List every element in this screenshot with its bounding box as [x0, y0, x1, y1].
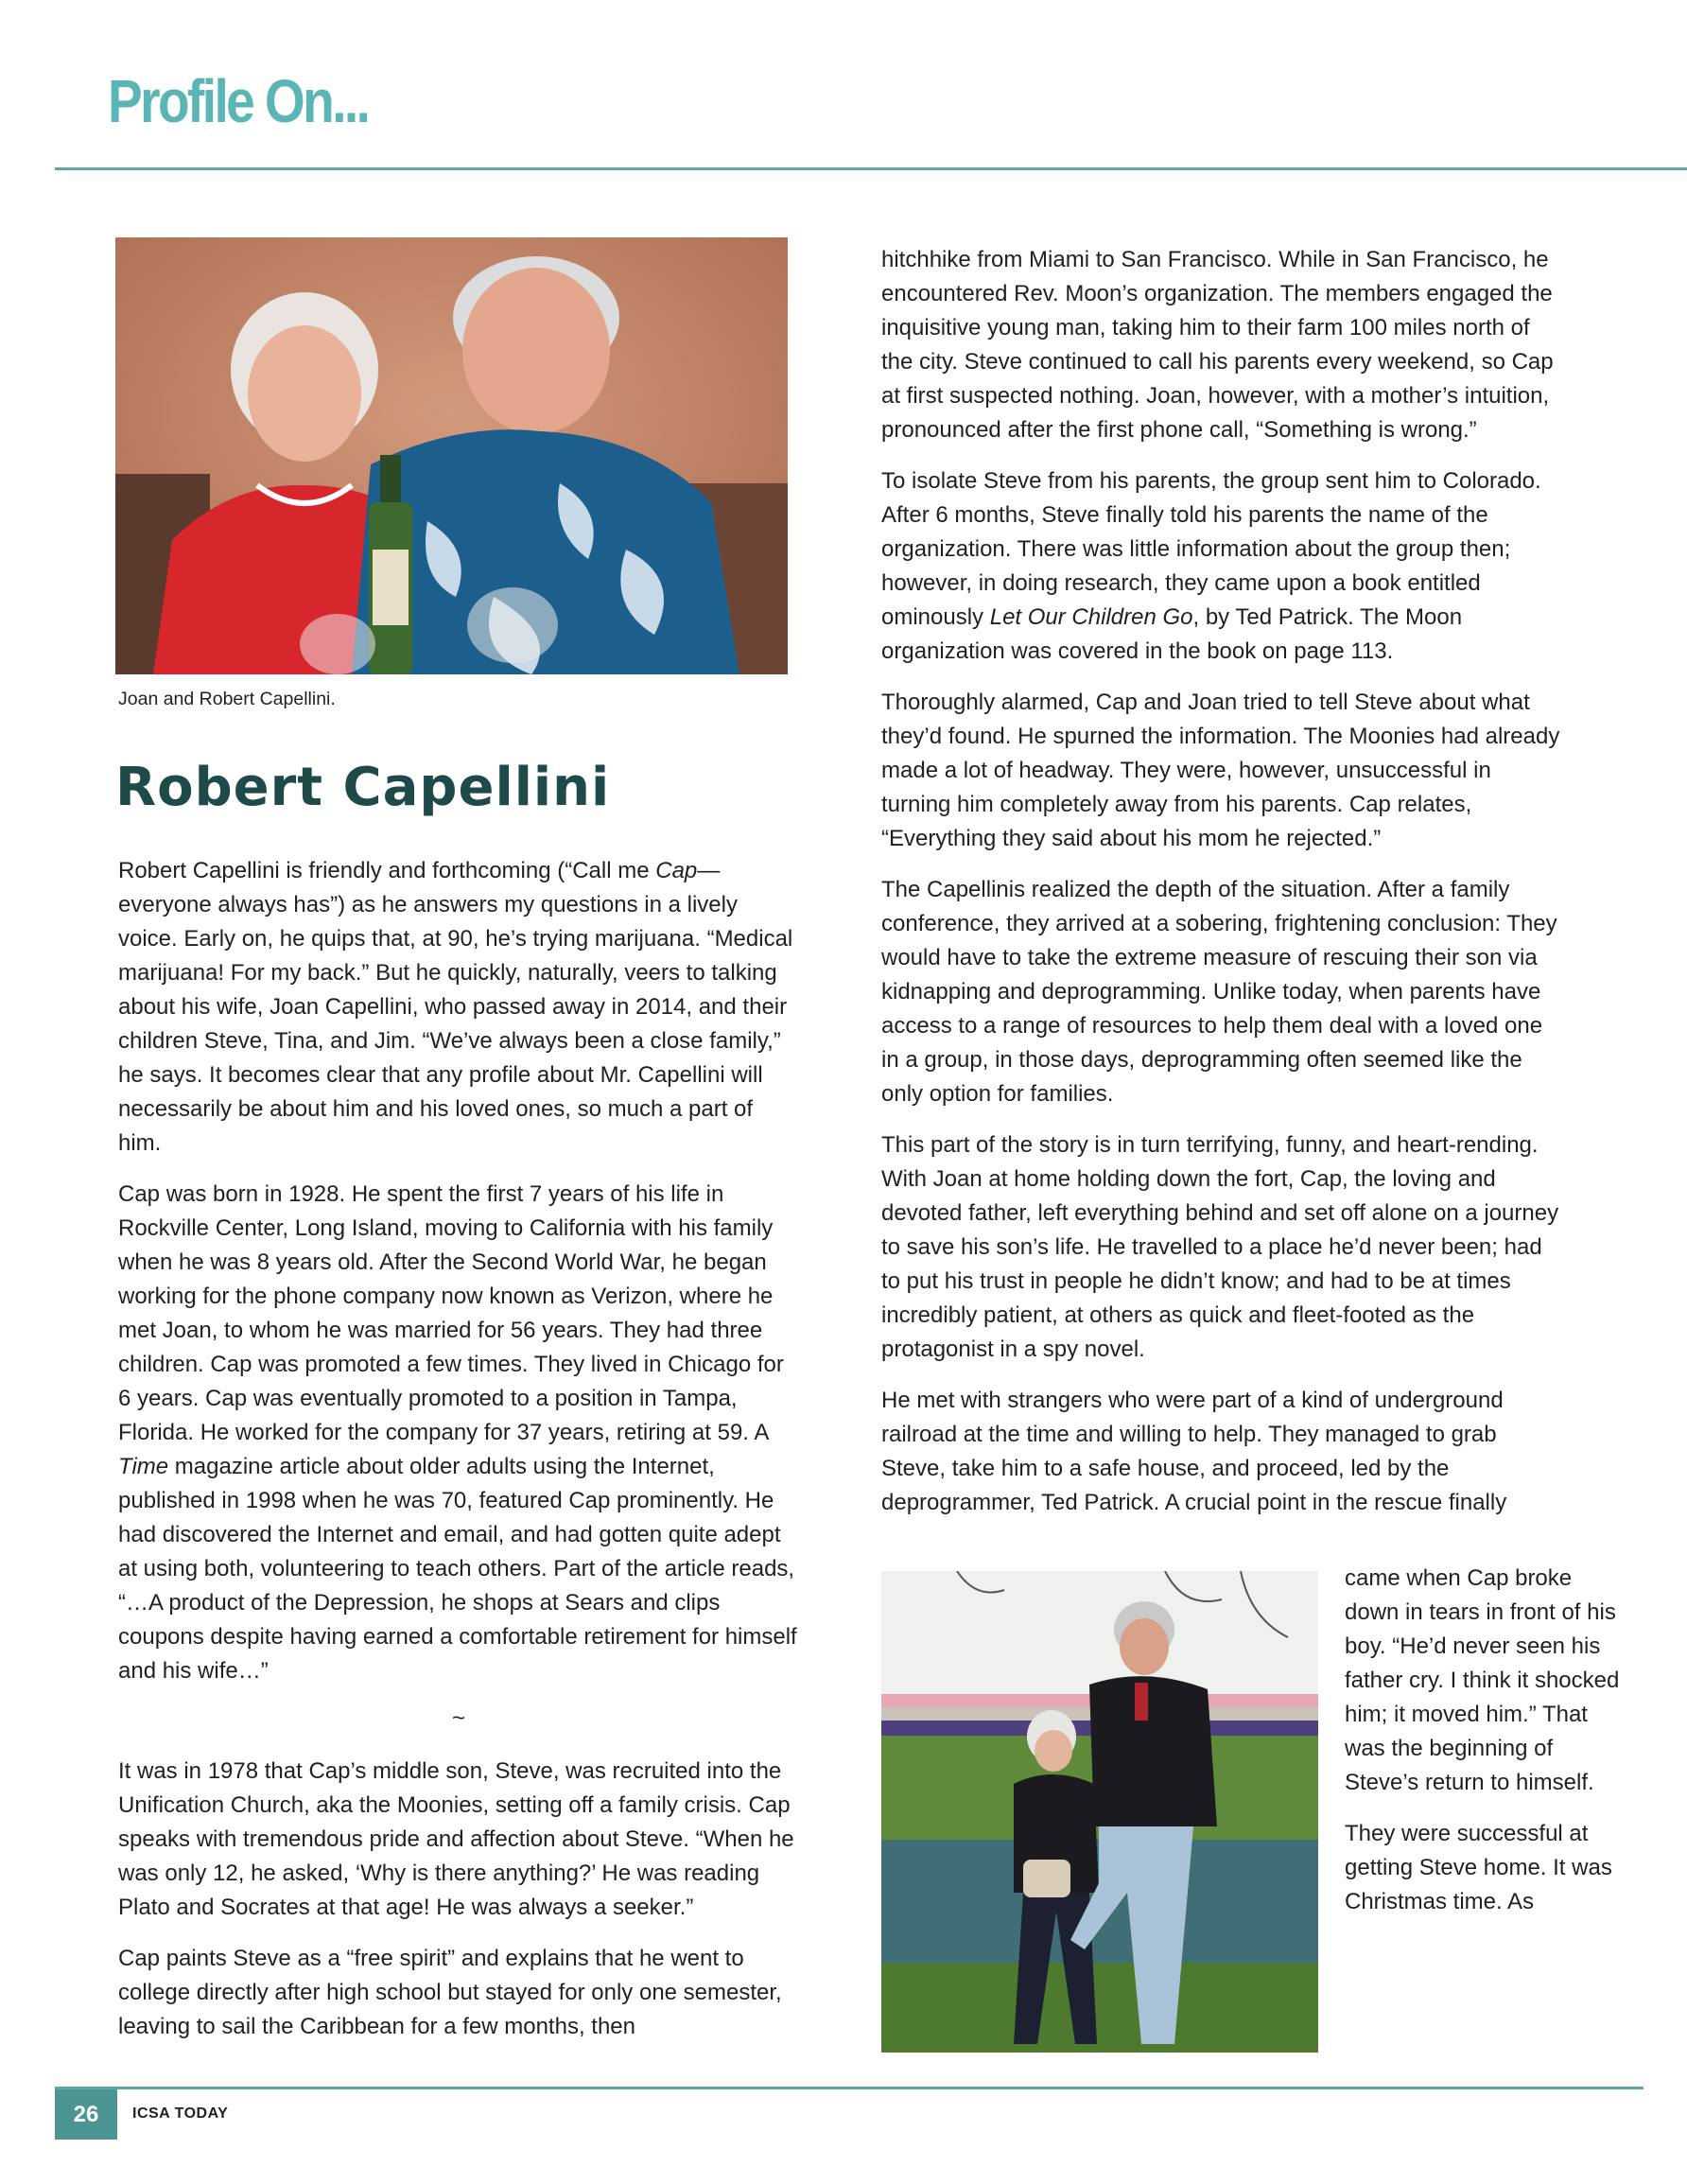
- left-column: [118, 854, 799, 2061]
- paragraph: hitchhike from Miami to San Francisco. While in San Francisco, he encountered Rev. Moon’s organization. The members engaged the inquisitive young man, taking him to their farm 100 miles north of the city. Steve continued to call his parents every weekend, so Cap at first suspected nothing. Joan, however, with a mother’s intuition, pronounced after the first phone call, “Something is wrong.”: [881, 247, 1554, 443]
- page-number: 26: [55, 2089, 117, 2140]
- paragraph: He met with strangers who were part of a kind of underground railroad at the time and willing to help. They managed to grab Steve, take him to a safe house, and proceed, led by the deprogrammer, Ted Patrick. A crucial point in the rescue finally: [881, 1388, 1507, 1515]
- magazine-name: ICSA TODAY: [132, 2105, 229, 2122]
- paragraph: To isolate Steve from his parents, the group sent him to Colorado. After 6 months, Steve finally told his parents the name of the organization. There was little information about the group then; however, in doing research, they came upon a book entitled ominously Let Our Children Go, by Ted Patrick. The Moon organization was covered in the book on page 113.: [881, 468, 1541, 664]
- right-column: [881, 243, 1562, 1537]
- section-separator: ~: [451, 1705, 465, 1731]
- paragraph: Thoroughly alarmed, Cap and Joan tried to tell Steve about what they’d found. He spurned the information. The Moonies had already made a lot of headway. They were, however, unsuccessful in turning him completely away from his parents. Cap relates, “Everything they said about his mom he rejected.”: [881, 690, 1560, 851]
- paragraph: This part of the story is in turn terrifying, funny, and heart-rending. With Joan at home holding down the fort, Cap, the loving and devoted father, left everything behind and set off alone on a journey to save his son’s life. He travelled to a place he’d never been; had to put his trust in people he didn’t know; and had to be at times incredibly patient, at others as quick and fleet-footed as the protagonist in a spy novel.: [881, 1132, 1559, 1362]
- paragraph: came when Cap broke down in tears in front of his boy. “He’d never seen his father cry. I think it shocked him; it moved him.” That was the beginning of Steve’s return to himself.: [1345, 1565, 1620, 1795]
- paragraph: Cap was born in 1928. He spent the first 7 years of his life in Rockville Center, Long Island, moving to California with his family when he was 8 years old. After the Second World War, he began working for the phone company now known as Verizon, where he met Joan, to whom he was married for 56 years. They had three children. Cap was promoted a few times. They lived in Chicago for 6 years. Cap was eventually promoted to a position in Tampa, Florida. He worked for the company for 37 years, retiring at 59. A Time magazine article about older adults using the Internet, published in 1998 when he was 70, featured Cap prominently. He had discovered the Internet and email, and had gotten quite adept at using both, volunteering to teach others. Part of the article reads, “…A product of the Depression, he shops at Sears and clips coupons despite having earned a comfortable retirement for himself and his wife…”: [118, 1181, 797, 1684]
- paragraph: The Capellinis realized the depth of the situation. After a family conference, they arrived at a sobering, frightening conclusion: They would have to take the extreme measure of rescuing their son via kidnapping and deprogramming. Unlike today, when parents have access to a range of resources to help them deal with a loved one in a group, in those days, deprogramming often seemed like the only option for families.: [881, 877, 1557, 1107]
- paragraph: They were successful at getting Steve home. It was Christmas time. As: [1345, 1821, 1612, 1914]
- photo-couple-outdoors: [881, 1571, 1318, 2053]
- paragraph: It was in 1978 that Cap’s middle son, Steve, was recruited into the Unification Church, aka the Moonies, setting off a family crisis. Cap speaks with tremendous pride and affection about Steve. “When he was only 12, he asked, ‘Why is there anything?’ He was reading Plato and Socrates at that age! He was always a seeker.”: [118, 1758, 794, 1920]
- header-rule: [55, 167, 1687, 170]
- paragraph: Robert Capellini is friendly and forthcoming (“Call me Cap— everyone always has”) as he answers my questions in a lively voice. Early on, he quips that, at 90, he’s trying marijuana. “Medical marijuana! For my back.” But he quickly, naturally, veers to talking about his wife, Joan Capellini, who passed away in 2014, and their children Steve, Tina, and Jim. “We’ve always been a close family,” he says. It becomes clear that any profile about Mr. Capellini will necessarily be about him and his loved ones, so much a part of him.: [118, 858, 793, 1156]
- section-heading: Profile On...: [108, 67, 369, 135]
- wrapped-text: [1345, 1562, 1628, 1936]
- photo-caption: Joan and Robert Capellini.: [118, 689, 336, 709]
- article-headline: Robert Capellini: [115, 757, 611, 818]
- footer-rule: [55, 2087, 1644, 2089]
- photo-joan-and-robert: [115, 237, 788, 674]
- paragraph: Cap paints Steve as a “free spirit” and explains that he went to college directly after high school but stayed for only one semester, leaving to sail the Caribbean for a few months, then: [118, 1946, 782, 2039]
